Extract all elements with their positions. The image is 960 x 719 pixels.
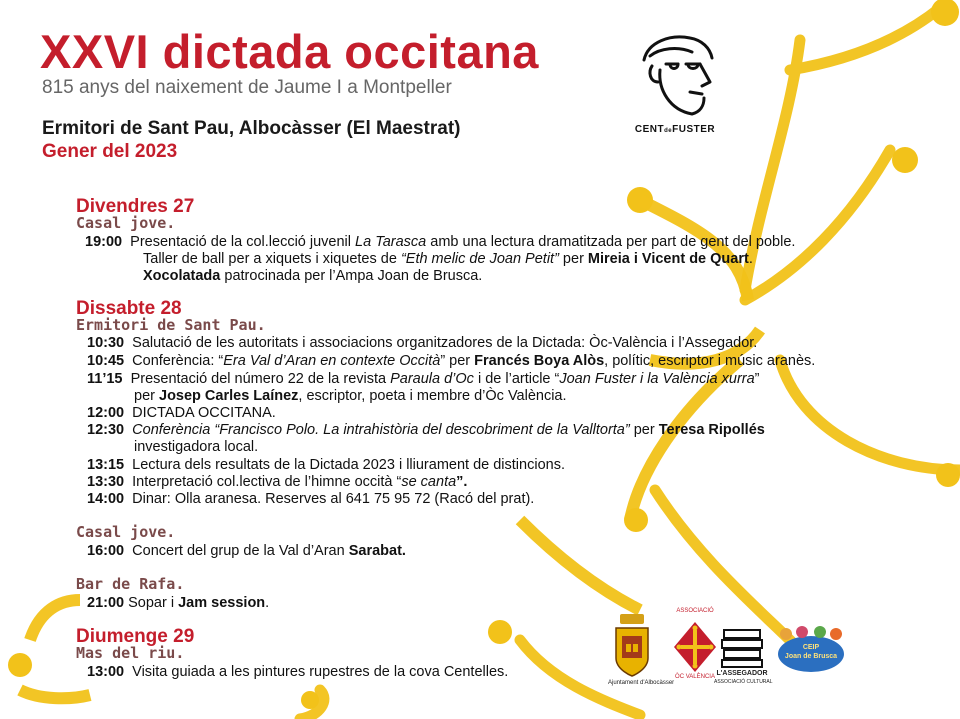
fuster-face-icon [630,30,720,122]
schedule-item: 13:15 Lectura dels resultats de la Dictada 2023 i lliurament de distincions. [87,457,565,473]
ceip-label-1: CEIP [802,644,820,651]
schedule-item: 19:00 Presentació de la col.lecció juvenil La Tarasca amb una lectura dramatitzada per part de gent del poble. [85,234,796,250]
occitan-cross-icon [670,618,720,676]
assegador-sub-label: ASSOCIACIÓ CULTURAL [714,679,773,685]
assegador-label: L'ASSEGADOR [716,670,768,677]
schedule-item: 12:00 DICTADA OCCITANA. [87,405,276,421]
month-label: Gener del 2023 [42,141,178,162]
logo-text: CENTdeFUSTER [634,124,716,135]
ajuntament-shield-icon [612,614,652,678]
place-heading-bar-de-rafa: Bar de Rafa. [76,575,185,593]
assegador-stack-icon [720,628,764,668]
schedule-item: 10:30 Salutació de les autoritats i associacions organitzadores de la Dictada: Òc-València i l’Assegador. [87,335,758,351]
schedule-item: Xocolatada patrocinada per l’Ampa Joan de Brusca. [143,268,483,284]
sponsor-logos [608,608,958,708]
schedule-item: 10:45 Conferència: “Era Val d’Aran en contexte Occità” per Francés Boya Alòs, polític, escriptor i músic aranès. [87,353,816,369]
schedule-item: 14:00 Dinar: Olla aranesa. Reserves al 641 75 95 72 (Racó del prat). [87,491,535,507]
schedule-item: 13:00 Visita guiada a les pintures rupestres de la cova Centelles. [87,664,509,680]
schedule-item: 11’15 Presentació del número 22 de la revista Paraula d’Oc i de l’article “Joan Fuster i la València xurra” [87,371,760,387]
day-heading-friday: Divendres 27 [76,196,195,217]
place-heading-casal-jove-2: Casal jove. [76,523,176,541]
cent-de-fuster-logo [630,30,720,142]
schedule-item: Taller de ball per a xiquets i xiquetes de “Eth melic de Joan Petit” per Mireia i Vicent de Quart. [143,251,753,267]
place-heading-casal-jove: Casal jove. [76,214,176,232]
place-heading-mas-del-riu: Mas del riu. [76,644,185,662]
page-subtitle: 815 anys del naixement de Jaume I a Montpeller [42,77,452,98]
ajuntament-label: Ajuntament d'Albocàsser [608,680,675,686]
schedule-item: 13:30 Interpretació col.lectiva de l’himne occità “se canta”. [87,474,468,490]
oc-valencia-label: ÒC VALÈNCIA [675,674,715,680]
place-heading-ermitori: Ermitori de Sant Pau. [76,316,266,334]
schedule-item: investigadora local. [134,439,259,455]
schedule-item: 12:30 Conferència “Francisco Polo. La intrahistòria del descobriment de la Valltorta” per Teresa Ripollés [87,422,765,438]
day-heading-saturday: Dissabte 28 [76,298,182,319]
schedule-item: 21:00 Sopar i Jam session. [87,595,270,611]
day-heading-sunday: Diumenge 29 [76,626,195,647]
oc-valencia-top-label: ASSOCIACIÓ [676,608,714,614]
schedule-item: 16:00 Concert del grup de la Val d’Aran Sarabat. [87,543,406,559]
venue-label: Ermitori de Sant Pau, Albocàsser (El Maestrat) [42,118,461,139]
page-title: XXVI dictada occitana [40,25,539,78]
ceip-label-2: Joan de Brusca [784,653,838,660]
schedule-item: per Josep Carles Laínez, escriptor, poeta i membre d’Òc València. [134,388,567,404]
